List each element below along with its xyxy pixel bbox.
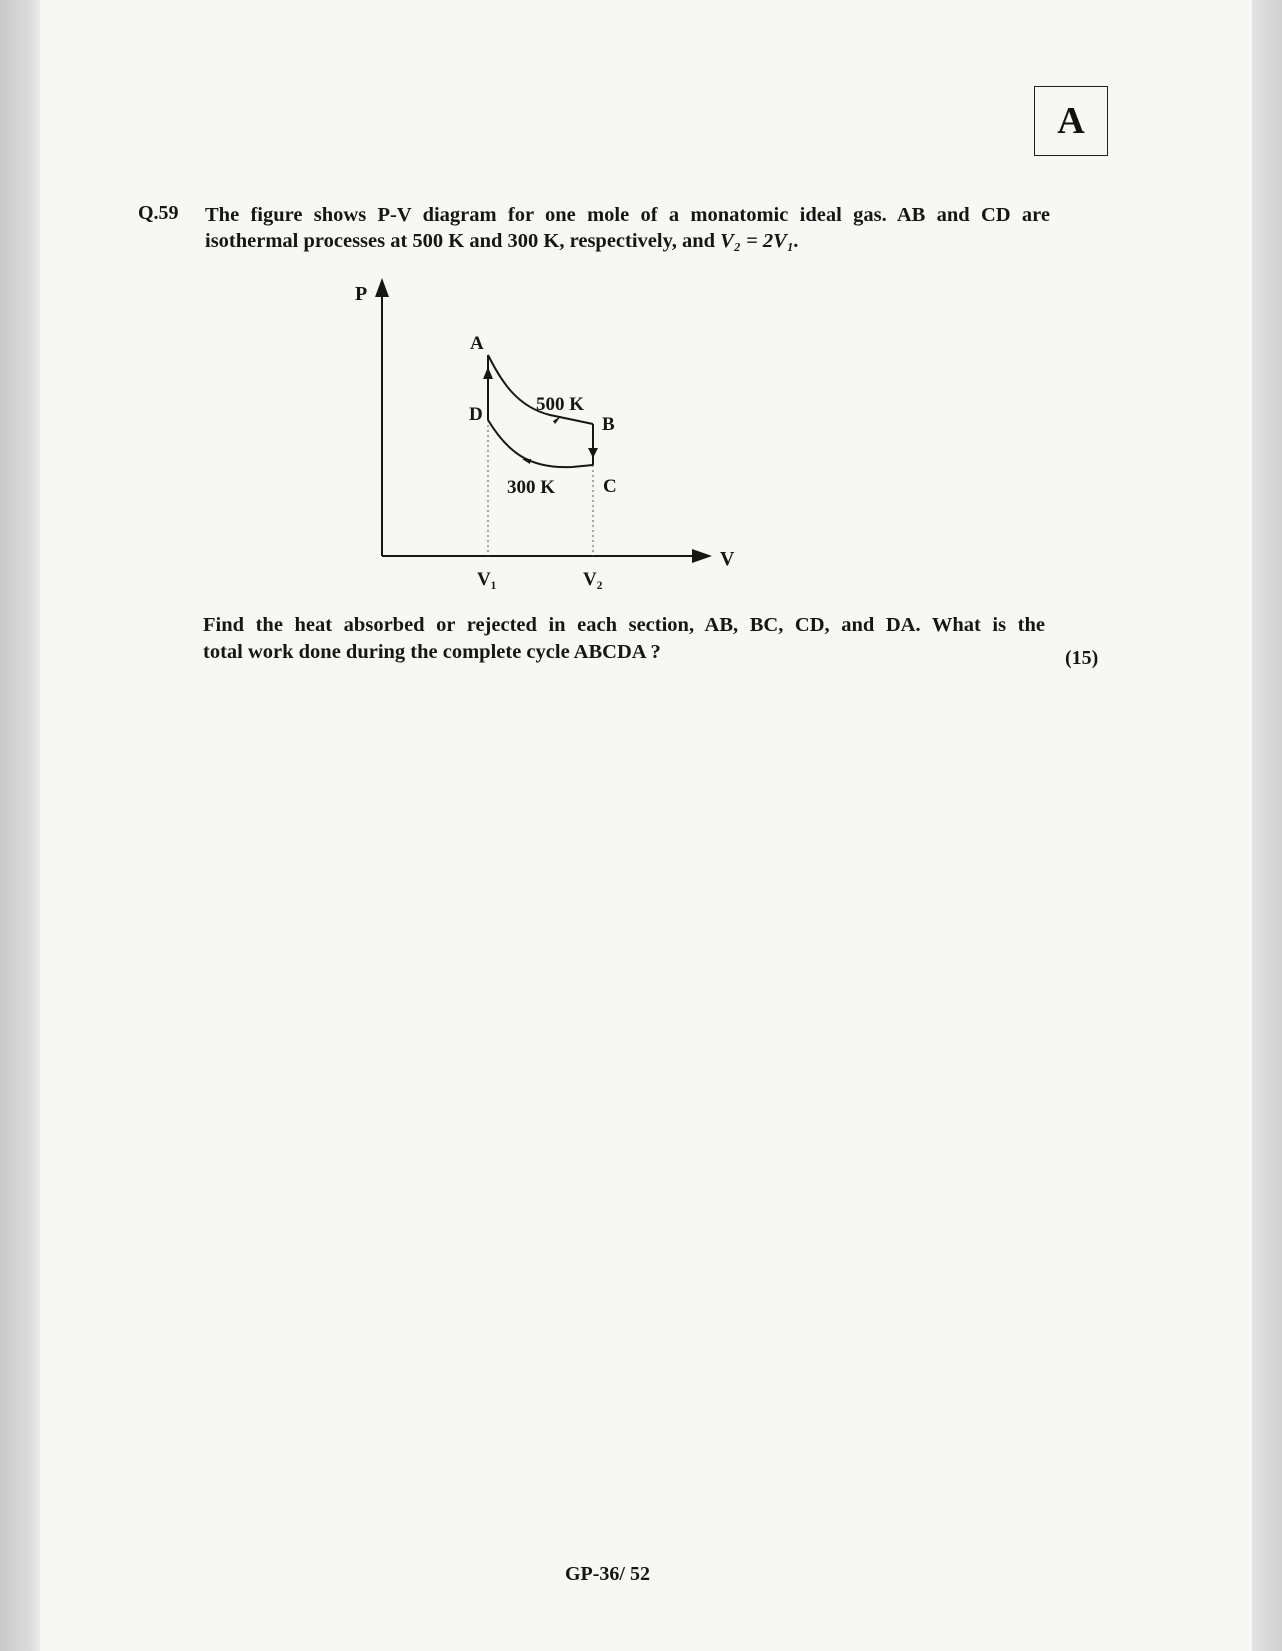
volume-relation-formula: V₂ = 2V₁.	[720, 230, 800, 252]
volume-v1-label: V₁	[477, 569, 497, 590]
point-c-label: C	[603, 476, 617, 497]
pv-diagram	[340, 275, 760, 605]
point-a-label: A	[470, 333, 484, 354]
isochoric-bc-arrow	[588, 448, 598, 458]
isotherm-cd-curve	[488, 420, 593, 467]
pressure-axis-label: P	[355, 283, 368, 305]
question-number: Q.59	[138, 202, 179, 224]
isochoric-da-arrow	[483, 367, 493, 379]
pressure-axis-arrow	[375, 278, 389, 297]
question-task	[203, 612, 1045, 666]
question-line-2	[205, 228, 1050, 254]
question-line-2-text: isothermal processes at 500 K and 300 K, respectively, and	[205, 230, 721, 252]
isotherm-500k-label: 500 K	[536, 394, 585, 415]
question-task-line-2: total work done during the complete cycle ABCDA ?	[203, 641, 661, 663]
point-b-label: B	[602, 414, 615, 435]
question-task-line-1: Find the heat absorbed or rejected in each section, AB, BC, CD, and DA. What is the	[203, 614, 1045, 636]
question-set-box	[1034, 86, 1108, 156]
question-set-label: A	[1057, 100, 1085, 142]
volume-axis-label: V	[720, 548, 735, 570]
volume-v2-label: V₂	[583, 569, 603, 590]
question-line-1: The figure shows P-V diagram for one mole of a monatomic ideal gas. AB and CD are	[205, 204, 1050, 226]
isotherm-cd-arrow	[522, 459, 531, 464]
question-marks: (15)	[1065, 647, 1099, 669]
isotherm-300k-label: 300 K	[507, 477, 556, 498]
page-footer-code: GP-36/ 52	[565, 1563, 650, 1585]
question-statement	[205, 202, 1050, 254]
point-d-label: D	[469, 404, 483, 425]
volume-axis-arrow	[692, 549, 712, 563]
